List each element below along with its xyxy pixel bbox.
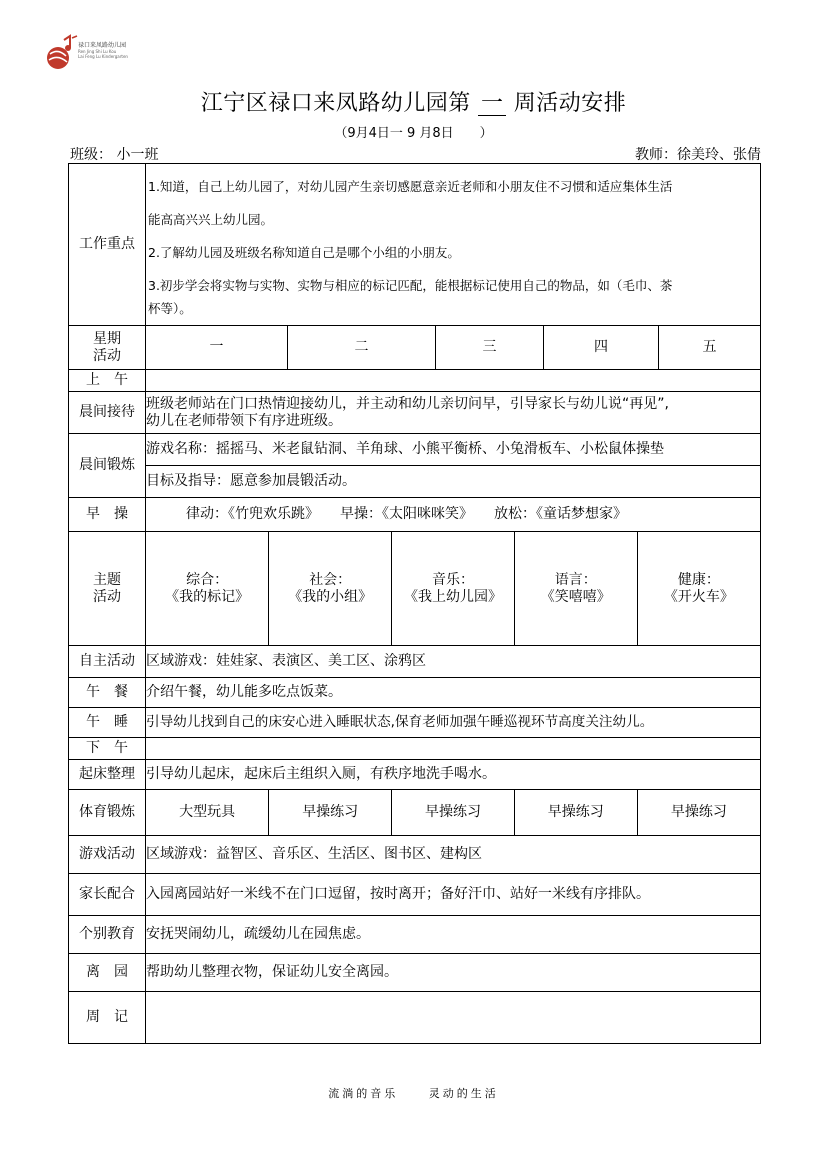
reception-line-1: 班级老师站在门口热情迎接幼儿，并主动和幼儿亲切问早，引导家长与幼儿说“再见”, (146, 395, 669, 412)
drill-content: 律动：《竹兜欢乐跳》 早操：《太阳咪咪笑》 放松：《童话梦想家》 (146, 498, 761, 532)
pe-row (69, 790, 761, 836)
reception-label: 晨间接待 (69, 392, 146, 434)
games-row (69, 836, 761, 874)
drill-row (69, 498, 761, 532)
day-thursday: 四 (544, 326, 659, 370)
day-friday: 五 (659, 326, 761, 370)
theme-item (514, 532, 637, 645)
schedule-table (68, 163, 761, 1044)
footer-right: 灵动的生活 (428, 1087, 499, 1100)
footer-slogan (0, 1085, 827, 1101)
logo-name: 禄口来凤路幼儿园 (78, 42, 127, 49)
theme-subject: 语言： (554, 571, 597, 588)
nap-row (69, 708, 761, 738)
morning-empty (146, 370, 761, 392)
logo-text (78, 43, 128, 59)
exercise-label: 晨间锻炼 (69, 434, 146, 498)
weekday-label (69, 326, 146, 370)
theme-cells (146, 532, 761, 646)
date-range: （9月4日一 9 月8日 ） (334, 126, 493, 141)
teacher-names: 教师：徐美玲、张倩 (635, 147, 761, 163)
theme-label (69, 532, 146, 646)
notes-label: 周 记 (69, 992, 146, 1044)
theme-title: 《我的小组》 (288, 588, 373, 605)
free-activity-label: 自主活动 (69, 646, 146, 678)
wake-label: 起床整理 (69, 760, 146, 790)
morning-label: 上 午 (69, 370, 146, 392)
theme-subject: 综合： (186, 571, 229, 588)
lunch-row (69, 678, 761, 708)
theme-item (637, 532, 760, 645)
notes-row (69, 992, 761, 1044)
pe-cells (146, 790, 761, 836)
pe-item: 早操练习 (637, 790, 760, 835)
pe-item: 大型玩具 (179, 804, 236, 820)
exercise-games: 游戏名称：摇摇马、米老鼠钻洞、羊角球、小熊平衡桥、小兔滑板车、小松鼠体操垫 (146, 434, 761, 466)
theme-subject: 音乐： (431, 571, 474, 588)
nap-label: 午 睡 (69, 708, 146, 738)
lunch-content: 介绍午餐，幼儿能多吃点饭菜。 (146, 678, 761, 708)
games-label: 游戏活动 (69, 836, 146, 874)
focus-line: 1.知道，自己上幼儿园了，对幼儿园产生亲切感愿意亲近老师和小朋友住不习惯和适应集体生活 (148, 179, 673, 194)
day-monday: 一 (146, 326, 288, 370)
focus-line: 杯等）。 (148, 301, 192, 316)
leave-content: 帮助幼儿整理衣物，保证幼儿安全离园。 (146, 954, 761, 992)
individual-label: 个别教育 (69, 916, 146, 954)
theme-item (269, 532, 392, 645)
weekday-row (69, 326, 761, 370)
focus-line: 3.初步学会将实物与实物、实物与相应的标记匹配，能根据标记使用自己的物品，如（毛巾、茶 (148, 278, 673, 293)
class-name: 班级： 小一班 (70, 147, 159, 163)
pe-label: 体育锻炼 (69, 790, 146, 836)
focus-line: 2.了解幼儿园及班级名称知道自己是哪个小组的小朋友。 (148, 245, 460, 260)
theme-title: 《开火车》 (663, 588, 734, 605)
page-title (0, 86, 827, 117)
individual-content: 安抚哭闹幼儿，疏缓幼儿在园焦虑。 (146, 916, 761, 954)
reception-line-2: 幼儿在老师带领下有序进班级。 (146, 412, 342, 429)
theme-label-1: 主题 (93, 571, 121, 588)
day-wednesday: 三 (436, 326, 544, 370)
exercise-goal-row (69, 466, 761, 498)
footer-left: 流淌的音乐 (328, 1087, 399, 1100)
logo-sub1: Ren Jing Shi Lu Kou (78, 49, 117, 54)
pe-item: 早操练习 (392, 790, 515, 835)
wake-content: 引导幼儿起床，起床后主组织入厕，有秩序地洗手喝水。 (146, 760, 761, 790)
parents-label: 家长配合 (69, 874, 146, 916)
day-tuesday: 二 (288, 326, 436, 370)
weekday-label-2: 活动 (93, 347, 121, 364)
theme-title: 《我的标记》 (165, 588, 250, 605)
morning-header-row (69, 370, 761, 392)
focus-line: 能高高兴兴上幼儿园。 (148, 212, 274, 227)
work-focus-row (69, 164, 761, 326)
reception-content (146, 392, 761, 434)
exercise-games-row (69, 434, 761, 466)
pe-item: 早操练习 (514, 790, 637, 835)
theme-item (392, 532, 515, 645)
notes-content (146, 992, 761, 1044)
afternoon-label: 下 午 (69, 738, 146, 760)
parents-row (69, 874, 761, 916)
theme-subject: 社会： (309, 571, 352, 588)
title-suffix: 周活动安排 (513, 91, 627, 116)
theme-title: 《笑嘻嘻》 (540, 588, 611, 605)
reception-row (69, 392, 761, 434)
pe-inner-table (146, 790, 760, 835)
theme-item (146, 532, 269, 645)
week-number: 一 (478, 93, 506, 116)
free-activity-content: 区域游戏：娃娃家、表演区、美工区、涂鸦区 (146, 646, 761, 678)
logo-sub2: Lai Feng Lu Kindergarten (78, 54, 128, 59)
afternoon-header-row (69, 738, 761, 760)
free-activity-row (69, 646, 761, 678)
theme-inner-table (146, 532, 760, 645)
individual-row (69, 916, 761, 954)
theme-title: 《我上幼儿园》 (403, 588, 502, 605)
afternoon-empty (146, 738, 761, 760)
lunch-label: 午 餐 (69, 678, 146, 708)
weekday-label-1: 星期 (93, 330, 121, 347)
exercise-goal: 目标及指导：愿意参加晨锻活动。 (146, 466, 761, 498)
theme-label-2: 活动 (93, 588, 121, 605)
pe-item: 早操练习 (269, 790, 392, 835)
nap-content: 引导幼儿找到自己的床安心进入睡眠状态,保育老师加强午睡巡视环节高度关注幼儿。 (146, 708, 761, 738)
work-focus-content (146, 164, 761, 326)
work-focus-label: 工作重点 (69, 164, 146, 326)
games-content: 区域游戏：益智区、音乐区、生活区、图书区、建构区 (146, 836, 761, 874)
leave-label: 离 园 (69, 954, 146, 992)
wake-row (69, 760, 761, 790)
title-prefix: 江宁区禄口来凤路幼儿园第 (200, 91, 471, 116)
logo-emblem-icon (44, 30, 80, 74)
leave-row (69, 954, 761, 992)
drill-label: 早 操 (69, 498, 146, 532)
parents-content: 入园离园站好一米线不在门口逗留，按时离开；备好汗巾、站好一米线有序排队。 (146, 874, 761, 916)
theme-row (69, 532, 761, 646)
theme-subject: 健康： (677, 571, 720, 588)
